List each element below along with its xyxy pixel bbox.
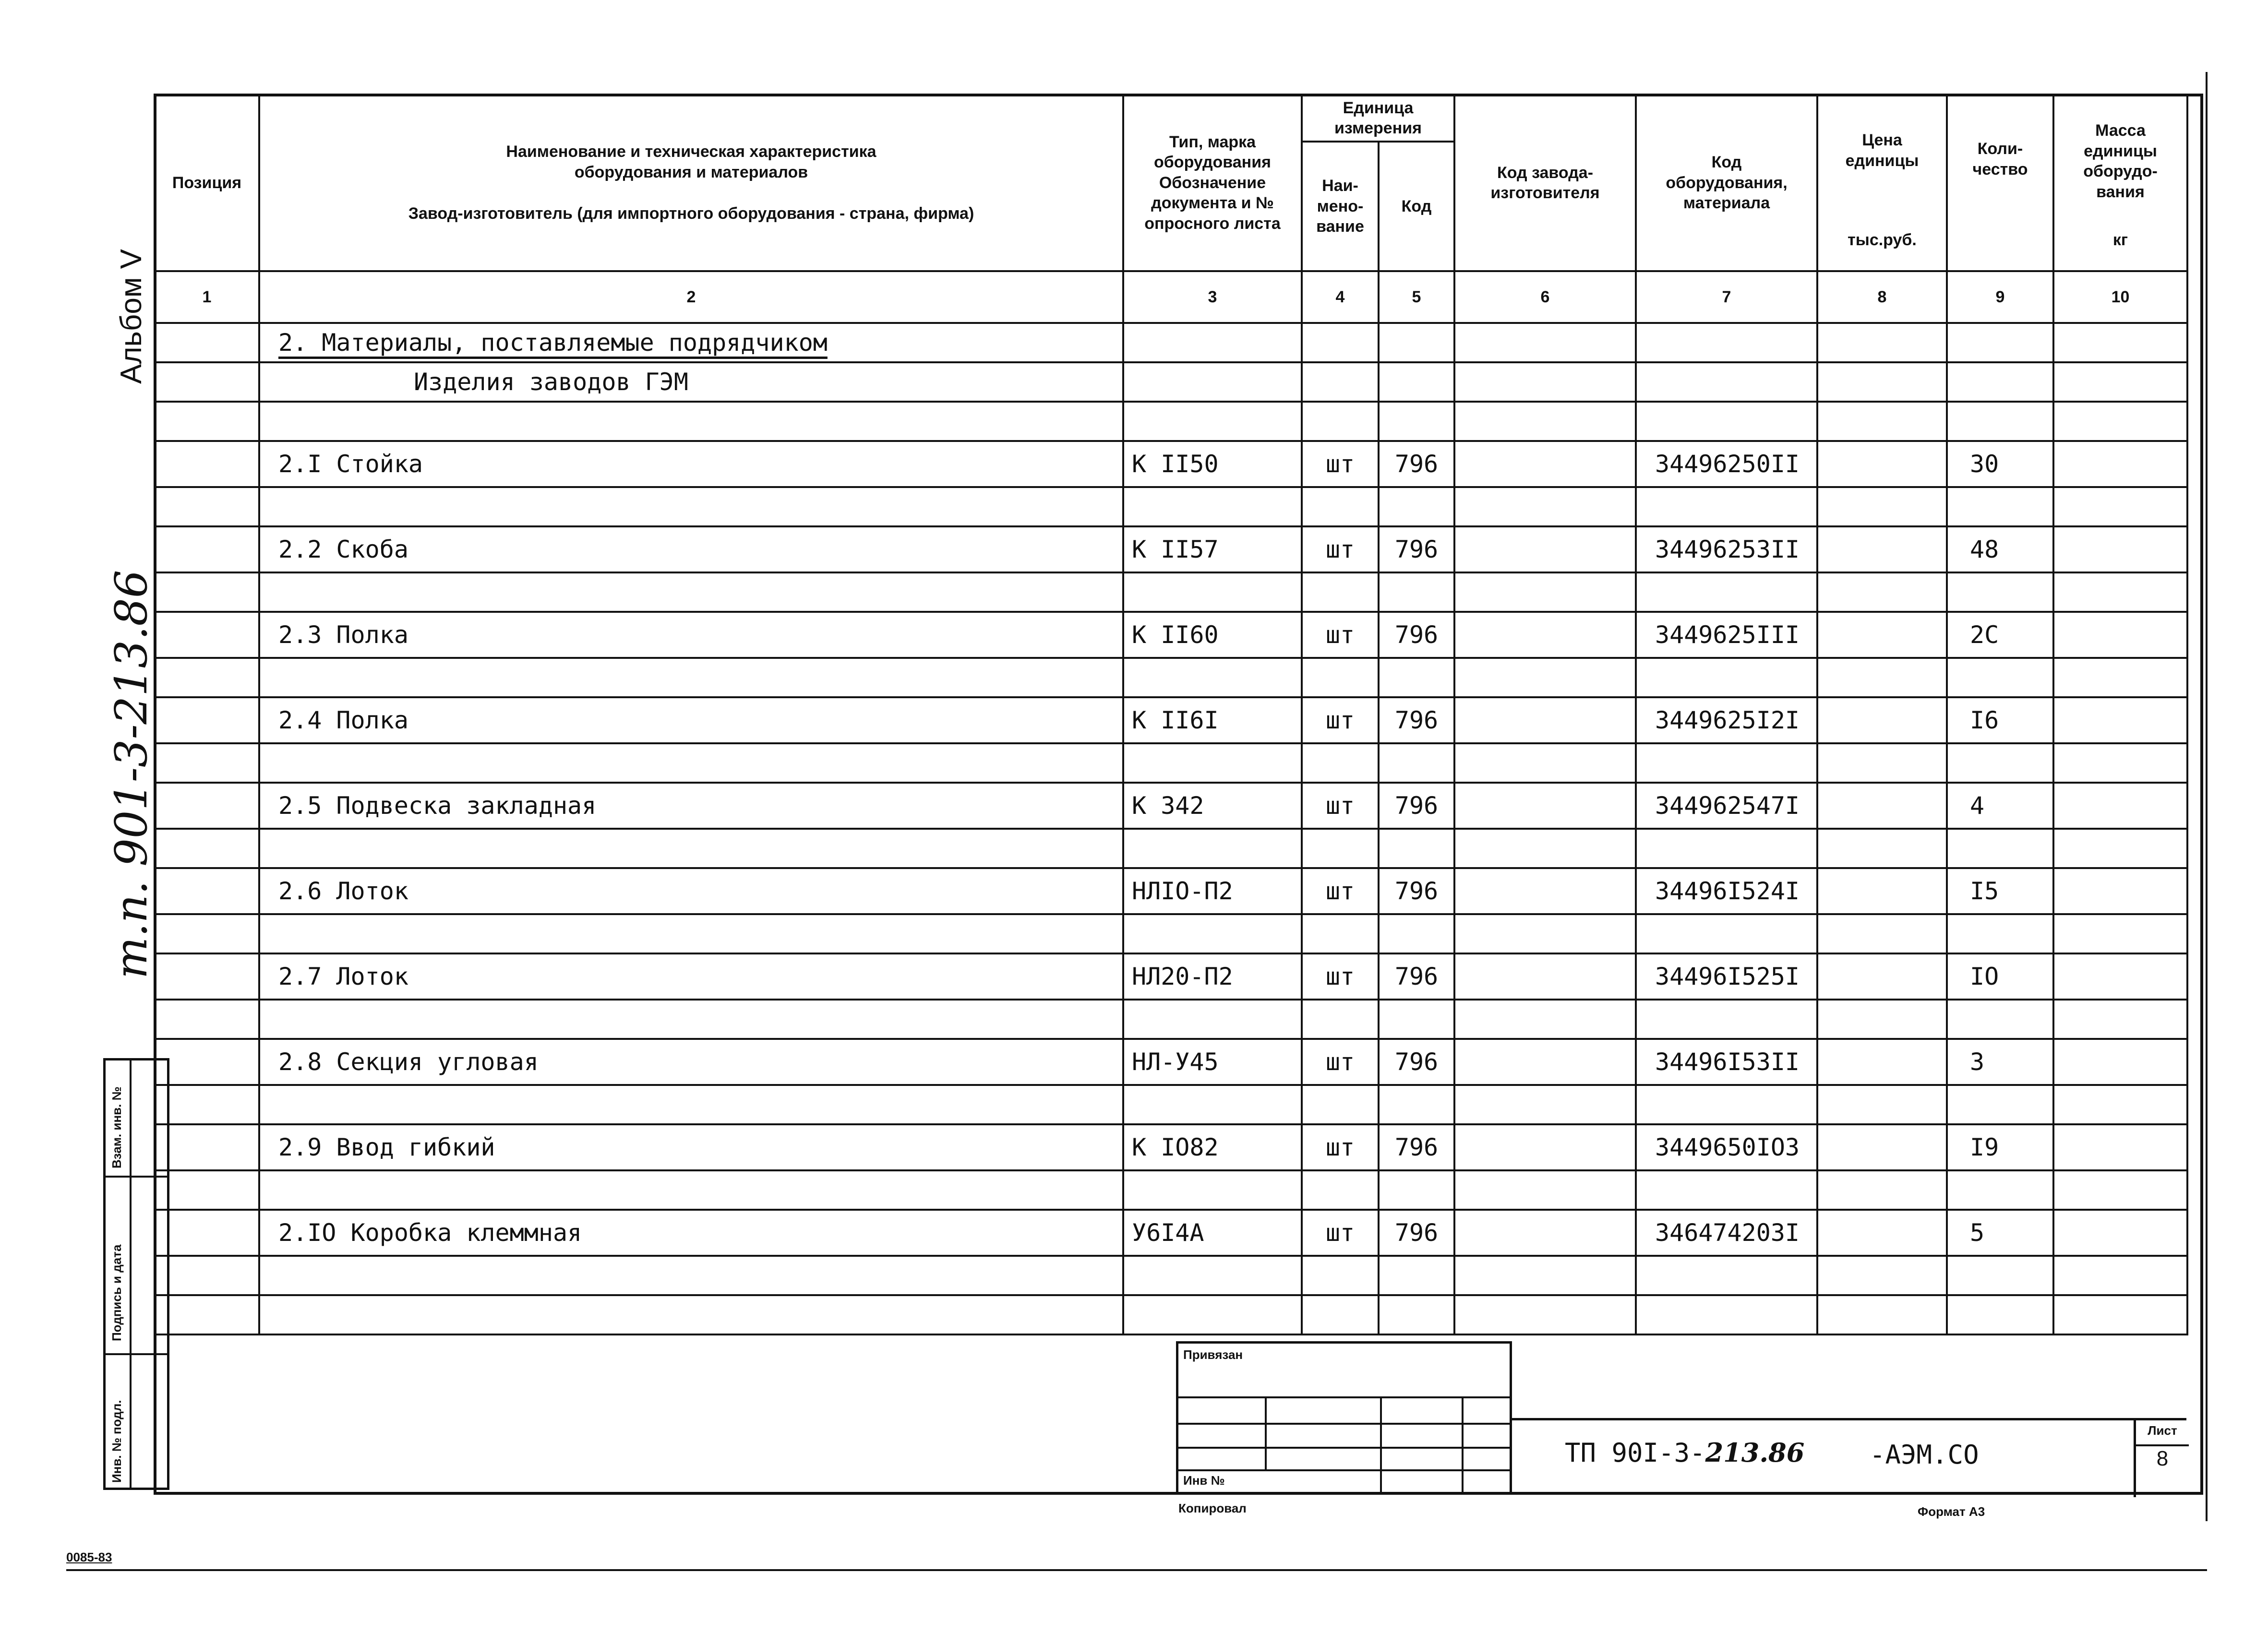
cell-name: 2.3 Полка: [259, 612, 1123, 658]
cell-mass: [2053, 783, 2187, 829]
blank-row: [155, 1085, 2187, 1124]
cell-price: [1817, 1039, 1947, 1085]
stamp-label-inventory: Инв. № подл.: [109, 1400, 124, 1483]
cell-material-code: 34496253II: [1636, 526, 1817, 572]
col-num-8: 8: [1817, 271, 1947, 323]
cell-position: [155, 783, 259, 829]
cell-unit: шт: [1302, 526, 1379, 572]
cell-type: У6I4А: [1123, 1210, 1302, 1256]
cell-unit-code: 796: [1379, 526, 1454, 572]
header-name-line1: Наименование и техническая характеристика: [506, 143, 876, 161]
cell-unit: шт: [1302, 1210, 1379, 1256]
copied-label: Копировал: [1178, 1501, 1247, 1515]
blank-row: [155, 487, 2187, 526]
cell-mass: [2053, 1039, 2187, 1085]
col-num-9: 9: [1947, 271, 2053, 323]
table-row: [155, 868, 2187, 914]
cell-mass: [2053, 868, 2187, 914]
col-num-10: 10: [2053, 271, 2187, 323]
col-num-7: 7: [1636, 271, 1817, 323]
mass-label: Масса единицы оборудо-вания: [2083, 121, 2158, 201]
table-row: [155, 526, 2187, 572]
form-code: 0085-83: [66, 1550, 112, 1564]
cell-unit: шт: [1302, 441, 1379, 487]
cell-type: К IO82: [1123, 1124, 1302, 1170]
header-mfr-code: Код завода-изготовителя: [1454, 95, 1636, 271]
table-body: [155, 323, 2187, 1334]
table-row: [155, 441, 2187, 487]
bottom-rule: [66, 1569, 2207, 1571]
blank-row: [155, 1000, 2187, 1039]
cell-type: К II50: [1123, 441, 1302, 487]
cell-type: К II60: [1123, 612, 1302, 658]
cell-position: [155, 612, 259, 658]
cell-qty: 3: [1947, 1039, 2053, 1085]
handwritten-project-code: т.п. 901-3-213.86: [106, 570, 157, 979]
blank-row: [155, 572, 2187, 612]
header-position: Позиция: [155, 95, 259, 271]
table-row: [155, 953, 2187, 1000]
cell-position: [155, 1039, 259, 1085]
blank-row: [155, 1256, 2187, 1295]
cell-qty: 4: [1947, 783, 2053, 829]
cell-price: [1817, 868, 1947, 914]
cell-unit-code: 796: [1379, 783, 1454, 829]
cell-name: 2.2 Скоба: [259, 526, 1123, 572]
cell-price: [1817, 783, 1947, 829]
cell-position: [155, 1124, 259, 1170]
section-title-row: [155, 323, 2187, 362]
cell-type: НЛ20-П2: [1123, 953, 1302, 1000]
subsection-title: Изделия заводов ГЭМ: [259, 362, 1123, 402]
cell-position: [155, 1210, 259, 1256]
document-suffix: -АЭМ.СО: [1870, 1440, 1979, 1470]
cell-qty: 48: [1947, 526, 2053, 572]
blank-row: [155, 1295, 2187, 1334]
cell-qty: 5: [1947, 1210, 2053, 1256]
cell-unit-code: 796: [1379, 612, 1454, 658]
cell-name: 2.5 Подвеска закладная: [259, 783, 1123, 829]
cell-unit: шт: [1302, 612, 1379, 658]
cell-unit: шт: [1302, 953, 1379, 1000]
header-price: [1817, 95, 1947, 271]
header-type: Тип, марка оборудования Обозначение документа и № опросного листа: [1123, 95, 1302, 271]
col-num-2: 2: [259, 271, 1123, 323]
cell-mfr-code: [1454, 783, 1636, 829]
header-mass: [2053, 95, 2187, 271]
document-code-block: [1512, 1418, 2186, 1497]
cell-material-code: 3449625I2I: [1636, 697, 1817, 743]
cell-position: [155, 953, 259, 1000]
cell-type: НЛIO-П2: [1123, 868, 1302, 914]
cell-position: [155, 868, 259, 914]
cell-qty: IO: [1947, 953, 2053, 1000]
col-num-4: 4: [1302, 271, 1379, 323]
cell-mass: [2053, 953, 2187, 1000]
cell-mass: [2053, 1124, 2187, 1170]
cell-name: 2.8 Секция угловая: [259, 1039, 1123, 1085]
price-label: Цена единицы: [1845, 131, 1919, 170]
cell-qty: 2C: [1947, 612, 2053, 658]
cell-unit: шт: [1302, 1124, 1379, 1170]
subsection-title-row: [155, 362, 2187, 402]
cell-mfr-code: [1454, 612, 1636, 658]
cell-position: [155, 441, 259, 487]
cell-material-code: 34496I53II: [1636, 1039, 1817, 1085]
inventory-label: Инв №: [1183, 1473, 1225, 1488]
cell-price: [1817, 953, 1947, 1000]
cell-mfr-code: [1454, 1124, 1636, 1170]
cell-price: [1817, 612, 1947, 658]
header-unit-name: Наи-мено-вание: [1302, 142, 1379, 271]
cell-unit: шт: [1302, 868, 1379, 914]
blank-row: [155, 743, 2187, 783]
cell-mass: [2053, 1210, 2187, 1256]
right-edge-rule: [2206, 72, 2208, 1521]
col-num-1: 1: [155, 271, 259, 323]
cell-mfr-code: [1454, 953, 1636, 1000]
blank-row: [155, 658, 2187, 697]
specification-table: [154, 94, 2188, 1335]
cell-mfr-code: [1454, 526, 1636, 572]
sheet-box: [2134, 1420, 2189, 1497]
cell-unit-code: 796: [1379, 953, 1454, 1000]
cell-position: [155, 526, 259, 572]
cell-mfr-code: [1454, 1210, 1636, 1256]
cell-material-code: 3449650IO3: [1636, 1124, 1817, 1170]
cell-qty: I5: [1947, 868, 2053, 914]
header-qty: Коли-чество: [1947, 95, 2053, 271]
document-code: ТП 90I-3-213.86: [1565, 1437, 1805, 1468]
table-row: [155, 612, 2187, 658]
table-row: [155, 1210, 2187, 1256]
sheet-label: Лист: [2148, 1423, 2177, 1438]
col-num-3: 3: [1123, 271, 1302, 323]
cell-unit-code: 796: [1379, 1039, 1454, 1085]
cell-price: [1817, 1124, 1947, 1170]
cell-price: [1817, 1210, 1947, 1256]
col-num-6: 6: [1454, 271, 1636, 323]
header-name: [259, 95, 1123, 271]
cell-mass: [2053, 526, 2187, 572]
header-unit-code: Код: [1379, 142, 1454, 271]
stamp-label-signature: Подпись и дата: [109, 1244, 124, 1341]
cell-mfr-code: [1454, 697, 1636, 743]
price-unit: тыс.руб.: [1848, 230, 1917, 249]
header-name-line2: оборудования и материалов: [574, 163, 808, 181]
cell-type: К II57: [1123, 526, 1302, 572]
cell-mass: [2053, 441, 2187, 487]
cell-name: 2.I Стойка: [259, 441, 1123, 487]
header-material-code: Код оборудования, материала: [1636, 95, 1817, 271]
cell-unit-code: 796: [1379, 441, 1454, 487]
cell-unit-code: 796: [1379, 697, 1454, 743]
col-num-5: 5: [1379, 271, 1454, 323]
sheet-number: 8: [2156, 1447, 2169, 1470]
cell-unit: шт: [1302, 1039, 1379, 1085]
cell-type: К II6I: [1123, 697, 1302, 743]
header-unit-group: Единица измерения: [1302, 95, 1454, 142]
cell-mass: [2053, 612, 2187, 658]
blank-row: [155, 1170, 2187, 1210]
binding-stamp: [1176, 1341, 1512, 1495]
cell-mfr-code: [1454, 868, 1636, 914]
cell-material-code: 34496250II: [1636, 441, 1817, 487]
cell-material-code: 3449625III: [1636, 612, 1817, 658]
cell-name: 2.IO Коробка клеммная: [259, 1210, 1123, 1256]
cell-unit: шт: [1302, 783, 1379, 829]
cell-unit: шт: [1302, 697, 1379, 743]
table-row: [155, 697, 2187, 743]
stamp-label-replace: Взам. инв. №: [109, 1086, 124, 1168]
cell-name: 2.7 Лоток: [259, 953, 1123, 1000]
cell-price: [1817, 526, 1947, 572]
cell-price: [1817, 697, 1947, 743]
cell-unit-code: 796: [1379, 1124, 1454, 1170]
section-title: 2. Материалы, поставляемые подрядчиком: [259, 323, 1123, 362]
table-row: [155, 1124, 2187, 1170]
cell-name: 2.6 Лоток: [259, 868, 1123, 914]
cell-mfr-code: [1454, 441, 1636, 487]
header-name-line3: Завод-изготовитель (для импортного оборудования - страна, фирма): [408, 204, 974, 223]
format-label: Формат А3: [1918, 1504, 1985, 1519]
blank-row: [155, 402, 2187, 441]
cell-position: [155, 697, 259, 743]
cell-material-code: 346474203I: [1636, 1210, 1817, 1256]
album-label: Альбом V: [115, 249, 148, 384]
binding-label: Привязан: [1183, 1347, 1243, 1362]
blank-row: [155, 829, 2187, 868]
cell-type: К 342: [1123, 783, 1302, 829]
cell-name: 2.9 Ввод гибкий: [259, 1124, 1123, 1170]
mass-unit: кг: [2112, 230, 2128, 249]
cell-unit-code: 796: [1379, 1210, 1454, 1256]
cell-mass: [2053, 697, 2187, 743]
cell-name: 2.4 Полка: [259, 697, 1123, 743]
cell-mfr-code: [1454, 1039, 1636, 1085]
cell-qty: 30: [1947, 441, 2053, 487]
cell-material-code: 34496I525I: [1636, 953, 1817, 1000]
table-row: [155, 783, 2187, 829]
cell-qty: I6: [1947, 697, 2053, 743]
blank-row: [155, 914, 2187, 953]
cell-type: НЛ-У45: [1123, 1039, 1302, 1085]
cell-material-code: 34496I524I: [1636, 868, 1817, 914]
cell-qty: I9: [1947, 1124, 2053, 1170]
table-row: [155, 1039, 2187, 1085]
cell-material-code: 344962547I: [1636, 783, 1817, 829]
cell-price: [1817, 441, 1947, 487]
cell-unit-code: 796: [1379, 868, 1454, 914]
